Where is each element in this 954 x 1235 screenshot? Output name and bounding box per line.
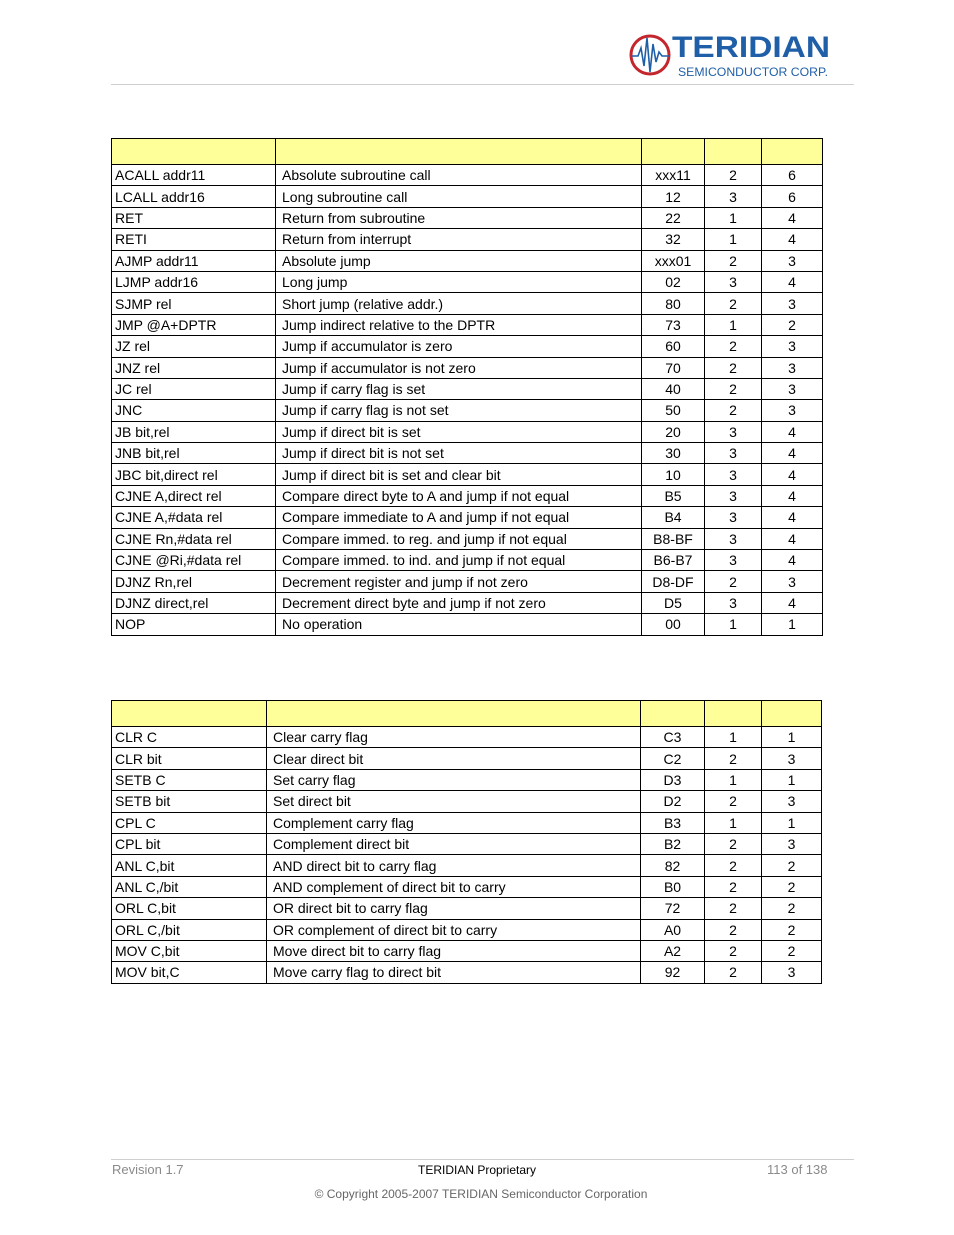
opcode-cell: 60: [642, 336, 705, 357]
copyright-notice: © Copyright 2005-2007 TERIDIAN Semiconductor Corporation: [314, 1187, 648, 1201]
table-row: [112, 727, 822, 748]
opcode-cell: 30: [642, 443, 705, 464]
cycles-cell: 1: [762, 769, 822, 790]
mnemonic-cell: LCALL addr16: [112, 186, 276, 207]
description-cell: Jump if carry flag is not set: [276, 400, 642, 421]
header-cell: [705, 701, 762, 727]
bytes-cell: 3: [705, 421, 762, 442]
bytes-cell: 1: [705, 614, 762, 635]
mnemonic-cell: CLR bit: [112, 748, 267, 769]
teridian-logo: [628, 30, 833, 80]
mnemonic-cell: CJNE Rn,#data rel: [112, 528, 276, 549]
opcode-cell: xxx11: [642, 165, 705, 186]
table-row: [112, 898, 822, 919]
description-cell: OR direct bit to carry flag: [267, 898, 641, 919]
description-cell: Compare immed. to reg. and jump if not equal: [276, 528, 642, 549]
mnemonic-cell: ACALL addr11: [112, 165, 276, 186]
table-row: [112, 400, 823, 421]
mnemonic-cell: RET: [112, 207, 276, 228]
mnemonic-cell: ORL C,/bit: [112, 919, 267, 940]
mnemonic-cell: JNC: [112, 400, 276, 421]
opcode-cell: 00: [642, 614, 705, 635]
description-cell: Short jump (relative addr.): [276, 293, 642, 314]
bytes-cell: 2: [705, 378, 762, 399]
bytes-cell: 2: [705, 940, 762, 961]
description-cell: Compare direct byte to A and jump if not equal: [276, 485, 642, 506]
description-cell: Long jump: [276, 271, 642, 292]
revision-label: Revision 1.7: [112, 1162, 184, 1177]
bytes-cell: 3: [705, 271, 762, 292]
cycles-cell: 3: [762, 833, 822, 854]
bytes-cell: 3: [705, 507, 762, 528]
description-cell: Long subroutine call: [276, 186, 642, 207]
cycles-cell: 3: [762, 400, 823, 421]
mnemonic-cell: CJNE A,#data rel: [112, 507, 276, 528]
opcode-cell: D2: [641, 791, 705, 812]
table-row: [112, 336, 823, 357]
table-row: [112, 421, 823, 442]
mnemonic-cell: MOV C,bit: [112, 940, 267, 961]
cycles-cell: 1: [762, 812, 822, 833]
mnemonic-cell: JB bit,rel: [112, 421, 276, 442]
description-cell: Decrement register and jump if not zero: [276, 571, 642, 592]
table-row: [112, 165, 823, 186]
cycles-cell: 3: [762, 357, 823, 378]
mnemonic-cell: ANL C,/bit: [112, 876, 267, 897]
mnemonic-cell: SETB bit: [112, 791, 267, 812]
cycles-cell: 2: [762, 855, 822, 876]
table-row: [112, 962, 822, 983]
mnemonic-cell: RETI: [112, 229, 276, 250]
bytes-cell: 2: [705, 165, 762, 186]
table-header-row: [112, 139, 823, 165]
opcode-cell: A0: [641, 919, 705, 940]
cycles-cell: 3: [762, 336, 823, 357]
bytes-cell: 2: [705, 336, 762, 357]
header-cell: [112, 701, 267, 727]
description-cell: Jump if direct bit is not set: [276, 443, 642, 464]
bytes-cell: 2: [705, 293, 762, 314]
bytes-cell: 3: [705, 550, 762, 571]
table-row: [112, 464, 823, 485]
mnemonic-cell: LJMP addr16: [112, 271, 276, 292]
opcode-cell: 20: [642, 421, 705, 442]
description-cell: Jump if direct bit is set: [276, 421, 642, 442]
mnemonic-cell: CPL bit: [112, 833, 267, 854]
description-cell: Jump if accumulator is not zero: [276, 357, 642, 378]
opcode-cell: 40: [642, 378, 705, 399]
description-cell: Set direct bit: [267, 791, 641, 812]
table-row: [112, 855, 822, 876]
jump-instructions-table: [111, 138, 823, 636]
opcode-cell: B2: [641, 833, 705, 854]
bytes-cell: 1: [705, 207, 762, 228]
bytes-cell: 2: [705, 855, 762, 876]
table-row: [112, 550, 823, 571]
table-row: [112, 378, 823, 399]
description-cell: OR complement of direct bit to carry: [267, 919, 641, 940]
bytes-cell: 3: [705, 464, 762, 485]
table-row: [112, 528, 823, 549]
cycles-cell: 3: [762, 748, 822, 769]
opcode-cell: B4: [642, 507, 705, 528]
cycles-cell: 2: [762, 898, 822, 919]
opcode-cell: 92: [641, 962, 705, 983]
table-row: [112, 485, 823, 506]
opcode-cell: 02: [642, 271, 705, 292]
mnemonic-cell: ORL C,bit: [112, 898, 267, 919]
mnemonic-cell: JMP @A+DPTR: [112, 314, 276, 335]
cycles-cell: 4: [762, 271, 823, 292]
table-row: [112, 940, 822, 961]
description-cell: Jump indirect relative to the DPTR: [276, 314, 642, 335]
bytes-cell: 2: [705, 748, 762, 769]
table-row: [112, 833, 822, 854]
cycles-cell: 4: [762, 528, 823, 549]
bytes-cell: 2: [705, 919, 762, 940]
bytes-cell: 2: [705, 898, 762, 919]
header-cell: [705, 139, 762, 165]
description-cell: No operation: [276, 614, 642, 635]
bytes-cell: 3: [705, 592, 762, 613]
mnemonic-cell: MOV bit,C: [112, 962, 267, 983]
opcode-cell: B6-B7: [642, 550, 705, 571]
opcode-cell: B8-BF: [642, 528, 705, 549]
bytes-cell: 2: [705, 400, 762, 421]
opcode-cell: 80: [642, 293, 705, 314]
opcode-cell: 72: [641, 898, 705, 919]
opcode-cell: B5: [642, 485, 705, 506]
table-row: [112, 507, 823, 528]
header-cell: [762, 139, 823, 165]
table-row: [112, 314, 823, 335]
opcode-cell: 50: [642, 400, 705, 421]
table-row: [112, 207, 823, 228]
table-header-row: [112, 701, 822, 727]
description-cell: Complement direct bit: [267, 833, 641, 854]
cycles-cell: 3: [762, 250, 823, 271]
mnemonic-cell: SJMP rel: [112, 293, 276, 314]
table-row: [112, 748, 822, 769]
description-cell: Compare immediate to A and jump if not equal: [276, 507, 642, 528]
cycles-cell: 4: [762, 550, 823, 571]
header-cell: [762, 701, 822, 727]
table-row: [112, 443, 823, 464]
description-cell: AND direct bit to carry flag: [267, 855, 641, 876]
description-cell: Absolute subroutine call: [276, 165, 642, 186]
cycles-cell: 2: [762, 876, 822, 897]
mnemonic-cell: JNB bit,rel: [112, 443, 276, 464]
header-cell: [642, 139, 705, 165]
table-row: [112, 357, 823, 378]
cycles-cell: 3: [762, 571, 823, 592]
header-cell: [641, 701, 705, 727]
mnemonic-cell: JC rel: [112, 378, 276, 399]
cycles-cell: 2: [762, 314, 823, 335]
table-row: [112, 876, 822, 897]
opcode-cell: 22: [642, 207, 705, 228]
cycles-cell: 2: [762, 919, 822, 940]
cycles-cell: 4: [762, 485, 823, 506]
bytes-cell: 2: [705, 833, 762, 854]
cycles-cell: 4: [762, 229, 823, 250]
bytes-cell: 1: [705, 727, 762, 748]
table-row: [112, 812, 822, 833]
table-row: [112, 186, 823, 207]
opcode-cell: 73: [642, 314, 705, 335]
mnemonic-cell: ANL C,bit: [112, 855, 267, 876]
footer-divider: [111, 1159, 854, 1160]
table-row: [112, 571, 823, 592]
teridian-logo-graphic: [628, 30, 833, 80]
description-cell: Move carry flag to direct bit: [267, 962, 641, 983]
cycles-cell: 3: [762, 791, 822, 812]
cycles-cell: 3: [762, 962, 822, 983]
cycles-cell: 4: [762, 207, 823, 228]
cycles-cell: 3: [762, 293, 823, 314]
description-cell: Clear direct bit: [267, 748, 641, 769]
description-cell: Move direct bit to carry flag: [267, 940, 641, 961]
description-cell: Jump if accumulator is zero: [276, 336, 642, 357]
bytes-cell: 1: [705, 314, 762, 335]
opcode-cell: C3: [641, 727, 705, 748]
description-cell: Complement carry flag: [267, 812, 641, 833]
bytes-cell: 3: [705, 186, 762, 207]
bytes-cell: 3: [705, 485, 762, 506]
description-cell: Compare immed. to ind. and jump if not equal: [276, 550, 642, 571]
opcode-cell: xxx01: [642, 250, 705, 271]
logo-subtitle: SEMICONDUCTOR CORP.: [678, 65, 828, 79]
bytes-cell: 3: [705, 443, 762, 464]
bytes-cell: 2: [705, 357, 762, 378]
opcode-cell: B0: [641, 876, 705, 897]
mnemonic-cell: NOP: [112, 614, 276, 635]
bytes-cell: 3: [705, 528, 762, 549]
proprietary-label: TERIDIAN Proprietary: [417, 1163, 537, 1177]
table-row: [112, 250, 823, 271]
cycles-cell: 3: [762, 378, 823, 399]
description-cell: AND complement of direct bit to carry: [267, 876, 641, 897]
cycles-cell: 4: [762, 592, 823, 613]
bit-instructions-table: [111, 700, 822, 984]
description-cell: Return from subroutine: [276, 207, 642, 228]
description-cell: Clear carry flag: [267, 727, 641, 748]
opcode-cell: D8-DF: [642, 571, 705, 592]
opcode-cell: 10: [642, 464, 705, 485]
opcode-cell: 32: [642, 229, 705, 250]
table-row: [112, 919, 822, 940]
opcode-cell: B3: [641, 812, 705, 833]
cycles-cell: 6: [762, 165, 823, 186]
bytes-cell: 1: [705, 229, 762, 250]
opcode-cell: D5: [642, 592, 705, 613]
table-row: [112, 791, 822, 812]
table-row: [112, 592, 823, 613]
cycles-cell: 6: [762, 186, 823, 207]
opcode-cell: 12: [642, 186, 705, 207]
mnemonic-cell: AJMP addr11: [112, 250, 276, 271]
description-cell: Absolute jump: [276, 250, 642, 271]
cycles-cell: 1: [762, 614, 823, 635]
bytes-cell: 2: [705, 962, 762, 983]
bytes-cell: 2: [705, 791, 762, 812]
opcode-cell: A2: [641, 940, 705, 961]
mnemonic-cell: JZ rel: [112, 336, 276, 357]
mnemonic-cell: SETB C: [112, 769, 267, 790]
mnemonic-cell: DJNZ direct,rel: [112, 592, 276, 613]
description-cell: Jump if direct bit is set and clear bit: [276, 464, 642, 485]
cycles-cell: 4: [762, 443, 823, 464]
bytes-cell: 1: [705, 769, 762, 790]
header-divider: [111, 84, 854, 85]
header-cell: [276, 139, 642, 165]
description-cell: Set carry flag: [267, 769, 641, 790]
page-number: 113 of 138: [767, 1162, 828, 1177]
description-cell: Jump if carry flag is set: [276, 378, 642, 399]
table-row: [112, 769, 822, 790]
table-row: [112, 293, 823, 314]
bytes-cell: 2: [705, 876, 762, 897]
table-row: [112, 229, 823, 250]
cycles-cell: 2: [762, 940, 822, 961]
mnemonic-cell: JBC bit,direct rel: [112, 464, 276, 485]
description-cell: Return from interrupt: [276, 229, 642, 250]
mnemonic-cell: JNZ rel: [112, 357, 276, 378]
description-cell: Decrement direct byte and jump if not zero: [276, 592, 642, 613]
opcode-cell: D3: [641, 769, 705, 790]
bytes-cell: 1: [705, 812, 762, 833]
table-row: [112, 614, 823, 635]
header-cell: [112, 139, 276, 165]
mnemonic-cell: CJNE @Ri,#data rel: [112, 550, 276, 571]
cycles-cell: 1: [762, 727, 822, 748]
table-row: [112, 271, 823, 292]
opcode-cell: 70: [642, 357, 705, 378]
bytes-cell: 2: [705, 250, 762, 271]
mnemonic-cell: CLR C: [112, 727, 267, 748]
mnemonic-cell: CJNE A,direct rel: [112, 485, 276, 506]
opcode-cell: C2: [641, 748, 705, 769]
opcode-cell: 82: [641, 855, 705, 876]
cycles-cell: 4: [762, 464, 823, 485]
bytes-cell: 2: [705, 571, 762, 592]
header-cell: [267, 701, 641, 727]
mnemonic-cell: DJNZ Rn,rel: [112, 571, 276, 592]
cycles-cell: 4: [762, 507, 823, 528]
mnemonic-cell: CPL C: [112, 812, 267, 833]
cycles-cell: 4: [762, 421, 823, 442]
logo-wordmark: TERIDIAN: [672, 31, 830, 64]
